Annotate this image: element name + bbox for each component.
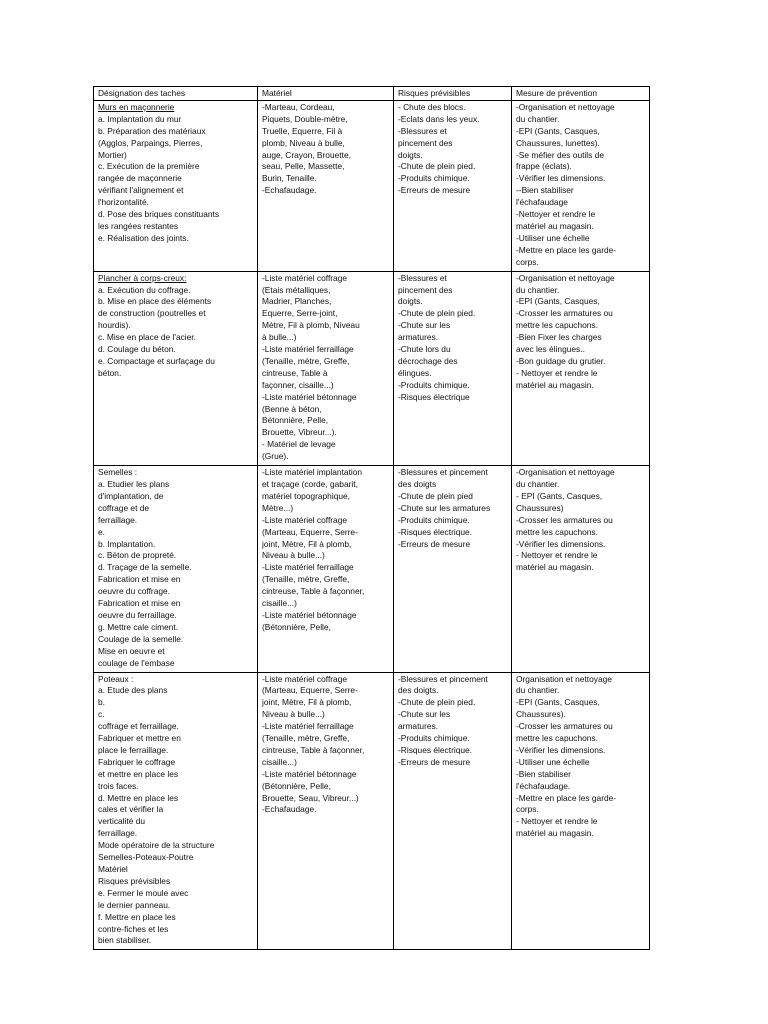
cell-line: e. Réalisation des joints. xyxy=(98,232,189,243)
cell-line: des doigts xyxy=(398,479,437,489)
cell-line: -Liste matériel bétonnage xyxy=(262,391,357,402)
risques-cell xyxy=(394,271,512,466)
cell-line: b. Préparation des matériaux xyxy=(98,125,206,136)
cell-line: (Agglos, Parpaings, Pierres, xyxy=(98,137,203,148)
cell-line: seau, Pelle, Massette, xyxy=(262,161,345,172)
cell-line: joint, Mètre, Fil à plomb, xyxy=(262,697,352,708)
cell-line: ferraillage. xyxy=(98,828,138,839)
cell-line: corps. xyxy=(516,804,539,815)
cell-line: Equerre, Serre-joint, xyxy=(262,308,338,319)
cell-line: béton. xyxy=(98,367,122,378)
cell-line: (Tenaille, mètre, Greffe, xyxy=(262,574,350,585)
header-materiel: Matériel xyxy=(258,87,394,101)
cell-line: -Chute lors du xyxy=(398,344,451,355)
cell-line: -Chute sur les xyxy=(398,709,451,720)
designation-cell xyxy=(94,672,258,950)
cell-line: élingues. xyxy=(398,367,432,378)
risques-cell xyxy=(394,672,512,950)
cell-line: d. Mettre en place les xyxy=(98,792,179,803)
cell-line: --Bien stabiliser xyxy=(516,185,574,196)
cell-line: avec les élingues.. xyxy=(516,344,585,355)
cell-line: pincement des xyxy=(398,137,453,148)
cell-line: -Produits chimique. xyxy=(398,379,470,390)
cell-line: -Liste matériel implantation xyxy=(262,467,363,478)
cell-line: Semelles-Poteaux-Poutre xyxy=(98,852,194,863)
cell-line: -Vérifier les dimensions. xyxy=(516,538,606,549)
cell-line: -Bon guidage du grutier. xyxy=(516,355,606,366)
cell-line: d. Traçage de la semelle. xyxy=(98,562,192,573)
cell-line: Fabrication et mise en xyxy=(98,574,181,585)
cell-line: - Matériel de levage xyxy=(262,439,336,450)
cell-line: f. Mettre en place les xyxy=(98,911,176,922)
table-row xyxy=(94,271,650,466)
cell-line: b. Mise en place des éléments xyxy=(98,296,212,307)
prevention-cell xyxy=(512,271,650,466)
cell-line: corps. xyxy=(516,256,539,267)
materiel-cell xyxy=(258,672,394,950)
cell-line: bien stabiliser. xyxy=(98,935,152,946)
cell-line: Chaussures) xyxy=(516,502,564,513)
cell-line: Chaussures). xyxy=(516,709,566,720)
cell-line: Risques prévisibles xyxy=(98,875,171,886)
cell-line: mettre les capuchons. xyxy=(516,733,598,744)
cell-line: -Chute sur les armatures xyxy=(398,502,491,513)
cell-line: -Utiliser une échelle xyxy=(516,756,590,767)
section-title: Murs en maçonnerie xyxy=(98,101,175,112)
cell-line: -Produits chimique. xyxy=(398,733,470,744)
cell-line: -Blessures et xyxy=(398,125,447,136)
cell-line: -Liste matériel bétonnage xyxy=(262,768,357,779)
cell-line: (Tenaille, mètre, Greffe, xyxy=(262,733,350,744)
cell-line: - Nettoyer et rendre le xyxy=(516,550,598,561)
risques-cell xyxy=(394,100,512,271)
cell-line: -Produits chimique. xyxy=(398,514,470,525)
cell-line: Mètre...) xyxy=(262,502,294,513)
cell-line: e. Compactage et surfaçage du xyxy=(98,355,215,366)
cell-line: -Chute sur les xyxy=(398,320,451,331)
cell-line: coffrage et ferraillage. xyxy=(98,721,179,732)
risques-cell xyxy=(394,466,512,672)
cell-line: Fabriquer et mettre en xyxy=(98,733,181,744)
cell-line: -Liste matériel coffrage xyxy=(262,673,348,684)
cell-line: (Tenaille, mètre, Greffe, xyxy=(262,355,350,366)
prevention-cell xyxy=(512,100,650,271)
header-designation: Désignation des taches xyxy=(94,87,258,101)
table-row xyxy=(94,100,650,271)
cell-line: -Utiliser une échelle xyxy=(516,232,590,243)
cell-line: -Liste matériel coffrage xyxy=(262,514,348,525)
cell-line: (Bétonnière, Pelle, xyxy=(262,621,331,632)
cell-line: du chantier. xyxy=(516,113,560,124)
cell-line: des doigts. xyxy=(398,685,439,696)
cell-line: -Erreurs de mesure xyxy=(398,185,471,196)
cell-line: Brouette, Vibreur...). xyxy=(262,427,337,438)
cell-line: e. xyxy=(98,526,105,537)
cell-line: c. xyxy=(98,709,105,720)
cell-line: -Chute de plein pied xyxy=(398,490,473,501)
materiel-cell xyxy=(258,466,394,672)
cell-line: Fabrication et mise en xyxy=(98,598,181,609)
cell-line: matériel topographique, xyxy=(262,490,350,501)
cell-line: l'échafaudage. xyxy=(516,780,571,791)
cell-line: Niveau à bulle...) xyxy=(262,550,325,561)
cell-line: -Nettoyer et rendre le xyxy=(516,209,596,220)
cell-line: -Chute de plein pied. xyxy=(398,308,476,319)
cell-line: -Bien stabiliser xyxy=(516,768,571,779)
cell-line: Chaussures, lunettes). xyxy=(516,137,600,148)
cell-line: -Organisation et nettoyage xyxy=(516,272,615,283)
cell-line: à bulle...) xyxy=(262,332,297,343)
cell-line: frappe (éclats). xyxy=(516,161,572,172)
cell-line: a. Implantation du mur xyxy=(98,113,182,124)
cell-line: (Bétonnière, Pelle, xyxy=(262,780,331,791)
cell-line: - Chute des blocs. xyxy=(398,101,466,112)
cell-line: matériel au magasin. xyxy=(516,562,594,573)
cell-line: et mettre en place les xyxy=(98,768,179,779)
cell-line: place le ferraillage. xyxy=(98,744,169,755)
cell-line: - Nettoyer et rendre le xyxy=(516,367,598,378)
cell-line: contre-fiches et les xyxy=(98,923,169,934)
cell-line: c. Béton de propreté. xyxy=(98,550,177,561)
cell-line: cintreuse, Table à façonner, xyxy=(262,586,365,597)
cell-line: Mise en oeuvre et xyxy=(98,645,165,656)
cell-line: vérifiant l'alignement et xyxy=(98,185,184,196)
cell-line: Fabriquer le coffrage xyxy=(98,756,176,767)
cell-line: du chantier. xyxy=(516,479,560,489)
cell-line: -Organisation et nettoyage xyxy=(516,467,615,478)
cell-line: b. xyxy=(98,697,105,708)
cell-line: (Benne à béton, xyxy=(262,403,322,414)
cell-line: -Marteau, Cordeau, xyxy=(262,101,335,112)
cell-line: -Vérifier les dimensions. xyxy=(516,744,606,755)
cell-line: le dernier panneau. xyxy=(98,899,171,910)
cell-line: -Blessures et pincement xyxy=(398,673,488,684)
cell-line: -Vérifier les dimensions. xyxy=(516,173,606,184)
cell-line: g. Mettre cale ciment. xyxy=(98,621,179,632)
cell-line: -Liste matériel bétonnage xyxy=(262,609,357,620)
table-header-row xyxy=(94,87,650,101)
cell-line: matériel au magasin. xyxy=(516,828,594,839)
designation-cell xyxy=(94,466,258,672)
cell-line: -Blessures et pincement xyxy=(398,467,488,478)
cell-line: Madrier, Planches, xyxy=(262,296,332,307)
cell-line: -Erreurs de mesure xyxy=(398,756,471,767)
cell-line: Piquets, Double-mètre, xyxy=(262,113,348,124)
cell-line: -Chute de plein pied. xyxy=(398,161,476,172)
cell-line: armatures. xyxy=(398,721,439,732)
cell-line: mettre les capuchons. xyxy=(516,320,598,331)
cell-line: c. Mise en place de l'acier. xyxy=(98,332,196,343)
cell-line: -Liste matériel ferraillage xyxy=(262,344,354,355)
cell-line: cintreuse, Table à façonner, xyxy=(262,744,365,755)
cell-line: - EPI (Gants, Casques, xyxy=(516,490,603,501)
cell-line: -Mettre en place les garde- xyxy=(516,244,617,255)
cell-line: Niveau à bulle...) xyxy=(262,709,325,720)
header-prevention: Mesure de prévention xyxy=(512,87,650,101)
cell-line: -Crosser les armatures ou xyxy=(516,721,613,732)
cell-line: oeuvre du coffrage. xyxy=(98,586,171,597)
cell-line: oeuvre du ferraillage. xyxy=(98,609,177,620)
cell-line: -Mettre en place les garde- xyxy=(516,792,617,803)
cell-line: armatures. xyxy=(398,332,439,343)
cell-line: (Marteau, Equerre, Serre- xyxy=(262,685,358,696)
cell-line: (Marteau, Equerre, Serre- xyxy=(262,526,358,537)
cell-line: l'échafaudage xyxy=(516,197,568,208)
cell-line: -Risques électrique. xyxy=(398,744,473,755)
cell-line: Organisation et nettoyage xyxy=(516,673,612,684)
cell-line: a. Etudier les plans xyxy=(98,479,170,489)
cell-line: -Echafaudage. xyxy=(262,804,317,815)
cell-line: -Erreurs de mesure xyxy=(398,538,471,549)
cell-line: cisaille...) xyxy=(262,756,297,767)
cell-line: trois faces. xyxy=(98,780,139,791)
cell-line: et traçage (corde, gabarit, xyxy=(262,479,358,489)
cell-line: -Liste matériel coffrage xyxy=(262,272,348,283)
cell-line: -EPI (Gants, Casques, xyxy=(516,125,600,136)
prevention-cell xyxy=(512,672,650,950)
cell-line: Coulage de la semelle. xyxy=(98,633,184,644)
cell-line: Truelle, Equerre, Fil à xyxy=(262,125,343,136)
cell-line: coffrage et de xyxy=(98,502,150,513)
cell-line: joint, Mètre, Fil à plomb, xyxy=(262,538,352,549)
cell-line: du chantier. xyxy=(516,284,560,295)
cell-line: -Risques électrique xyxy=(398,391,470,402)
cell-line: doigts. xyxy=(398,296,423,307)
tasks-table xyxy=(93,86,650,950)
section-title: Poteaux : xyxy=(98,673,134,684)
cell-line: -Bien Fixer les charges xyxy=(516,332,602,343)
cell-line: décrochage des xyxy=(398,355,458,366)
cell-line: Brouette, Seau, Vibreur...) xyxy=(262,792,359,803)
cell-line: -Blessures et xyxy=(398,272,447,283)
cell-line: -Risques électrique. xyxy=(398,526,473,537)
cell-line: (Etais métalliques, xyxy=(262,284,331,295)
cell-line: matériel au magasin. xyxy=(516,379,594,390)
cell-line: rangée de maçonnerie xyxy=(98,173,182,184)
cell-line: ferraillage. xyxy=(98,514,138,525)
cell-line: mettre les capuchons. xyxy=(516,526,598,537)
cell-line: - Nettoyer et rendre le xyxy=(516,816,598,827)
cell-line: hourdis). xyxy=(98,320,131,331)
cell-line: cales et vérifier la xyxy=(98,804,164,815)
cell-line: (Grue). xyxy=(262,451,289,462)
cell-line: -EPI (Gants, Casques, xyxy=(516,296,600,307)
cell-line: pincement des xyxy=(398,284,453,295)
cell-line: d. Coulage du béton. xyxy=(98,344,176,355)
section-title: Plancher à corps-creux: xyxy=(98,272,187,283)
cell-line: du chantier. xyxy=(516,685,560,696)
cell-line: d'implantation, de xyxy=(98,490,164,501)
cell-line: façonner, cisaille...) xyxy=(262,379,334,390)
cell-line: plomb, Niveau à bulle, xyxy=(262,137,345,148)
cell-line: -Produits chimique. xyxy=(398,173,470,184)
cell-line: d. Pose des briques constituants xyxy=(98,209,220,220)
cell-line: cisaille...) xyxy=(262,598,297,609)
cell-line: -Eclats dans les yeux. xyxy=(398,113,480,124)
cell-line: Mode opératoire de la structure xyxy=(98,840,215,851)
table-row xyxy=(94,466,650,672)
cell-line: l'horizontalité. xyxy=(98,197,149,208)
cell-line: a. Etude des plans xyxy=(98,685,168,696)
cell-line: -Echafaudage. xyxy=(262,185,317,196)
cell-line: doigts. xyxy=(398,149,423,160)
materiel-cell xyxy=(258,100,394,271)
designation-cell xyxy=(94,100,258,271)
cell-line: de construction (poutrelles et xyxy=(98,308,206,319)
cell-line: -Liste matériel ferraillage xyxy=(262,721,354,732)
cell-line: matériel au magasin. xyxy=(516,220,594,231)
table-row xyxy=(94,672,650,950)
cell-line: -Se méfier des outils de xyxy=(516,149,604,160)
section-title: Semelles : xyxy=(98,467,138,478)
cell-line: auge, Crayon, Brouette, xyxy=(262,149,351,160)
cell-line: -Chute de plein pied. xyxy=(398,697,476,708)
cell-line: Burin, Tenaille. xyxy=(262,173,317,184)
cell-line: coulage de l'embase xyxy=(98,657,175,668)
cell-line: a. Exécution du coffrage. xyxy=(98,284,191,295)
cell-line: verticalité du xyxy=(98,816,146,827)
cell-line: Mortier) xyxy=(98,149,127,160)
cell-line: -Crosser les armatures ou xyxy=(516,514,613,525)
header-risques: Risques prévisibles xyxy=(394,87,512,101)
cell-line: -Liste matériel ferraillage xyxy=(262,562,354,573)
cell-line: c. Exécution de la première xyxy=(98,161,200,172)
cell-line: -EPI (Gants, Casques, xyxy=(516,697,600,708)
cell-line: b. Implantation. xyxy=(98,538,156,549)
materiel-cell xyxy=(258,271,394,466)
cell-line: les rangées restantes xyxy=(98,220,179,231)
cell-line: e. Fermer le moule avec xyxy=(98,887,189,898)
designation-cell xyxy=(94,271,258,466)
prevention-cell xyxy=(512,466,650,672)
cell-line: -Crosser les armatures ou xyxy=(516,308,613,319)
cell-line: Matériel xyxy=(98,864,128,874)
cell-line: cintreuse, Table à xyxy=(262,367,328,378)
cell-line: Mètre, Fil à plomb, Niveau xyxy=(262,320,360,331)
cell-line: Bétonnière, Pelle, xyxy=(262,415,329,426)
cell-line: -Organisation et nettoyage xyxy=(516,101,615,112)
